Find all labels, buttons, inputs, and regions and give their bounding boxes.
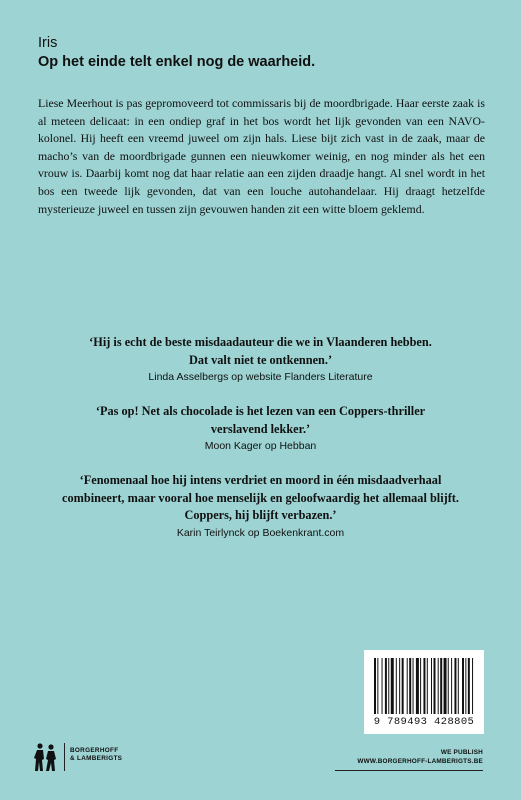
quote-line: ‘Fenomenaal hoe hij intens verdriet en moord in één misdaadverhaal [79,473,442,487]
walking-figures-logo-icon [33,743,59,773]
barcode-bar [385,658,387,714]
barcode-bar [382,658,383,714]
barcode [364,650,484,734]
barcode-bar [402,658,404,714]
barcode-bar [391,658,394,714]
title-block [38,34,488,72]
logo-divider [64,743,65,771]
barcode-bar [407,658,408,714]
publisher-name-line: & LAMBERIGTS [70,755,123,762]
quote-line: combineert, maar vooral hoe menselijk en geloofwaardig het allemaal blijft. [62,490,459,505]
barcode-bar [472,658,473,714]
barcode-bar [431,658,432,714]
barcode-bar [377,658,378,714]
barcode-bar [416,658,419,714]
barcode-bar [427,658,428,714]
barcode-bar [434,658,436,714]
blurb-text: Liese Meerhout is pas gepromoveerd tot commissaris bij de moordbrigade. Haar eerste zaak is al meteen delicaat: in een ondiep graf in het bos wordt het lijk gevonden van een NAVO-kolonel. Hij heeft een vreemd juweel om zijn hals. Liese bijt zich vast in de zaak, maar de macho’s van de moordbrigade gunnen een nieuwkomer weinig, en nog minder als het een vrouw is. Daarbij komt nog dat haar relatie aan een zijden draadje hangt. Al snel wordt in het bos een tweede lijk gevonden, dat van een louche autohandelaar. Hij draagt hetzelfde mysterieuze juweel en tussen zijn gevouwen handen zit een witte bloem geklemd. [38,96,485,216]
barcode-bar [451,658,452,714]
quote-source: Moon Kager op Hebban [204,440,317,452]
barcode-bar [423,658,425,714]
publisher-website[interactable]: WWW.BORGERHOFF-LAMBERIGTS.BE [357,758,483,765]
quote-line: ‘Pas op! Net als chocolade is het lezen van een Coppers-thriller [95,404,426,418]
publisher-name [70,747,122,763]
quote-line: Coppers, hij blijft verbazen.’ [184,508,337,522]
series-name: Iris [38,35,58,51]
barcode-bar [396,658,397,714]
barcode-bar [465,658,466,714]
publisher-info [357,748,483,766]
review-quote [0,472,521,541]
barcode-bar [448,658,449,714]
quote-source: Karin Teirlynck op Boekenkrant.com [176,526,345,539]
quote-source: Linda Asselbergs op website Flanders Literature [148,371,373,383]
publisher-slogan: WE PUBLISH [440,749,483,756]
publisher-name-line: BORGERHOFF [70,747,119,754]
barcode-bar [413,658,414,714]
barcode-bar [454,658,456,714]
barcode-bar [374,658,376,714]
review-quotes [0,334,521,559]
barcode-bar [440,658,442,714]
barcode-bar [444,658,447,714]
quote-line: Dat valt niet te ontkennen.’ [188,352,333,367]
isbn-number: 9 789493 428805 [373,716,475,728]
barcode-bar [388,658,389,714]
barcode-bar [438,658,439,714]
barcode-bar [468,658,470,714]
barcode-bar [458,658,459,714]
review-quote [0,334,521,385]
tagline: Op het einde telt enkel nog de waarheid. [38,54,316,70]
barcode-bar [462,658,464,714]
publisher-underline [335,770,483,771]
barcode-bar [420,658,421,714]
barcode-bars [374,658,474,714]
barcode-bar [409,658,411,714]
quote-line: verslavend lekker.’ [210,421,311,436]
quote-line: ‘Hij is echt de beste misdaadauteur die we in Vlaanderen hebben. [89,335,432,349]
barcode-bar [399,658,400,714]
review-quote [0,403,521,454]
